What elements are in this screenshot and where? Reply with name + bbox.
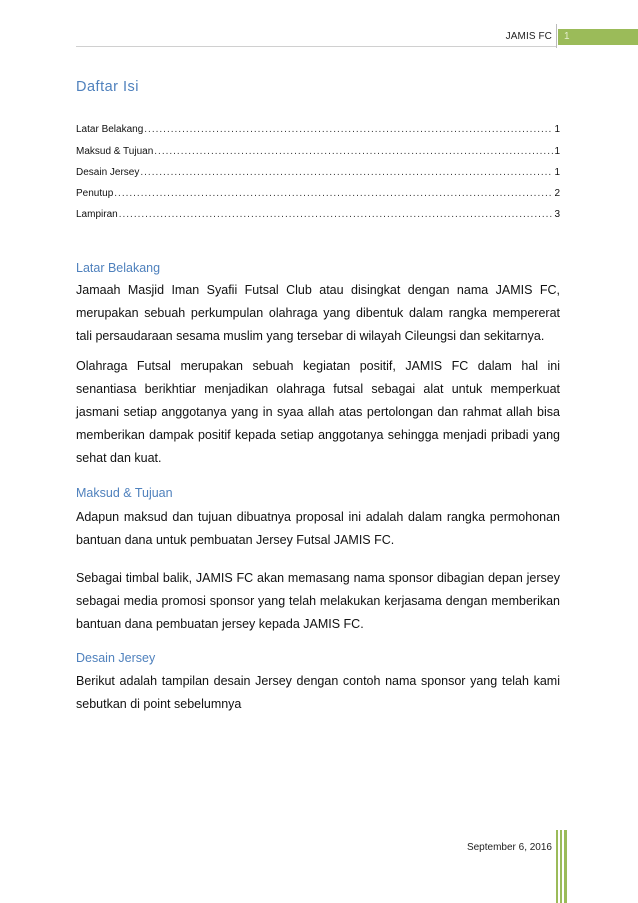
page-number-box [558, 29, 638, 45]
toc-entry-maksud-tujuan[interactable] [76, 146, 560, 160]
toc-leader [140, 167, 553, 178]
toc-leader [114, 188, 553, 199]
toc-leader [154, 146, 553, 157]
section-heading-latar-belakang: Latar Belakang [76, 261, 161, 275]
header-divider [556, 24, 557, 48]
toc-entry-page: 2 [554, 188, 560, 199]
paragraph-latar-1: Jamaah Masjid Iman Syafii Futsal Club atau disingkat dengan nama JAMIS FC, merupakan sebuah perkumpulan olahraga yang dibentuk dalam rangka mempererat tali persaudaraan sesama muslim yang tersebar di wilayah Cileungsi dan sekitarnya. [76, 283, 560, 343]
toc-title: Daftar Isi [76, 79, 140, 95]
toc-entry-page: 1 [554, 146, 560, 157]
toc-entry-lampiran[interactable] [76, 209, 560, 223]
paragraph-latar-2: Olahraga Futsal merupakan sebuah kegiatan positif, JAMIS FC dalam hal ini senantiasa berikhtiar menjadikan olahraga futsal sebagai alat untuk memperkuat jasmani setiap anggotanya yang in syaa allah atas pertolongan dan rahmat allah bisa memberikan dampak positif kepada setiap anggotanya sehingga menjadi pribadi yang sehat dan kuat. [76, 359, 560, 465]
toc-entry-label: Penutup [76, 188, 114, 199]
paragraph-maksud-1: Adapun maksud dan tujuan dibuatnya proposal ini adalah dalam rangka permohonan bantuan dana untuk pembuatan Jersey Futsal JAMIS FC. [76, 510, 560, 547]
toc-entry-label: Latar Belakang [76, 124, 144, 135]
toc-leader [119, 209, 554, 220]
toc-entry-label: Lampiran [76, 209, 118, 220]
header-rule [76, 46, 556, 47]
page-number: 1 [564, 31, 570, 42]
toc-entry-desain-jersey[interactable] [76, 167, 560, 181]
toc-entry-page: 1 [554, 124, 560, 135]
section-heading-maksud-tujuan: Maksud & Tujuan [76, 486, 173, 500]
header-title: JAMIS FC [505, 31, 552, 42]
paragraph-maksud-2: Sebagai timbal balik, JAMIS FC akan memasang nama sponsor dibagian depan jersey sebagai media promosi sponsor yang telah melakukan kerjasama dengan memberikan bantuan dana pembuatan jersey kepada JAMIS FC. [76, 571, 560, 631]
toc-leader [144, 124, 553, 135]
toc-entry-label: Maksud & Tujuan [76, 146, 154, 157]
footer-date: September 6, 2016 [466, 842, 552, 853]
toc-entry-page: 1 [554, 167, 560, 178]
section-heading-desain-jersey: Desain Jersey [76, 651, 156, 665]
toc-entry-label: Desain Jersey [76, 167, 140, 178]
paragraph-desain-1: Berikut adalah tampilan desain Jersey dengan contoh nama sponsor yang telah kami sebutkan di point sebelumnya [76, 674, 560, 711]
toc-entry-page: 3 [554, 209, 560, 220]
toc-entry-penutup[interactable] [76, 188, 560, 202]
toc-entry-latar-belakang[interactable] [76, 124, 560, 138]
footer-decoration [556, 830, 570, 903]
